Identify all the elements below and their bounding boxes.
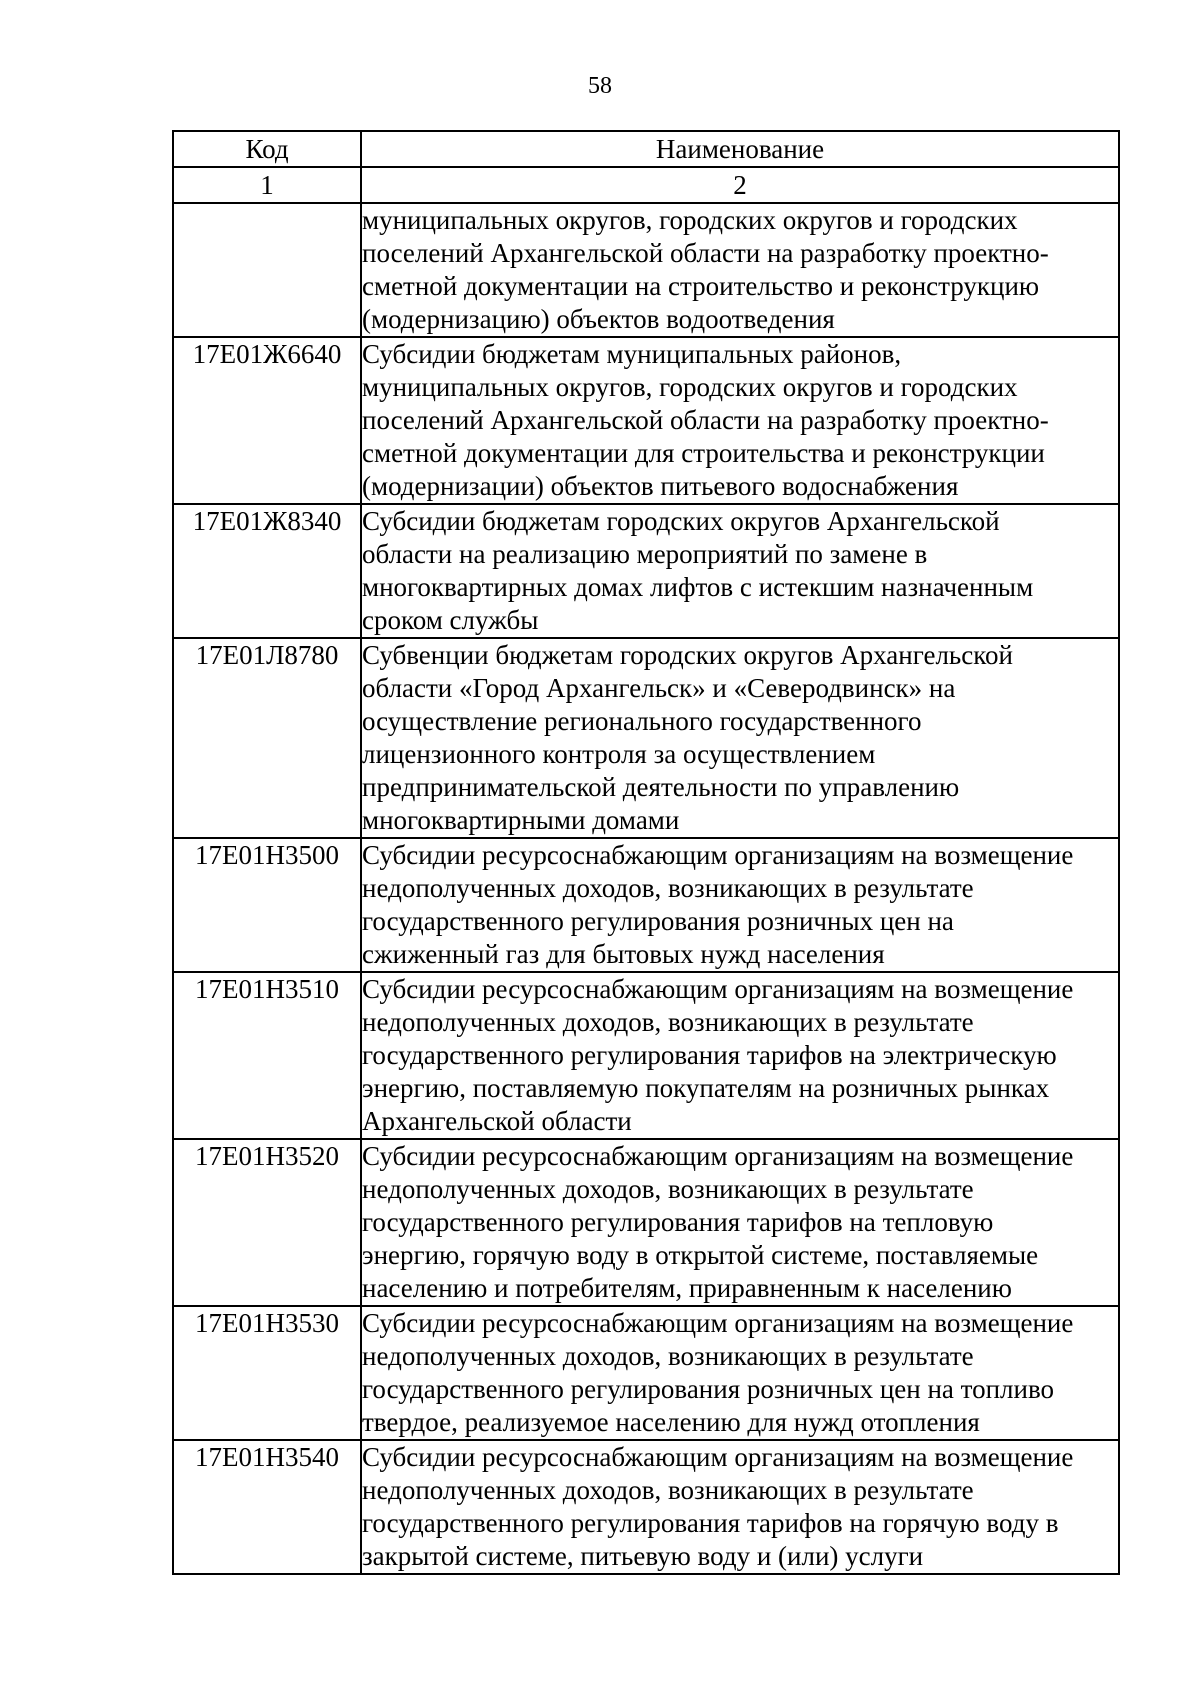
row-name [361, 638, 1119, 838]
row-name-line: твердое, реализуемое населению для нужд отопления [362, 1407, 980, 1437]
row-name-line: недополученных доходов, возникающих в результате [362, 1174, 974, 1204]
row-code: 17Е01Н3520 [173, 1139, 361, 1306]
row-name-line: лицензионного контроля за осуществлением [362, 739, 876, 769]
row-name-line: недополученных доходов, возникающих в результате [362, 1341, 974, 1371]
row-name-line: области «Город Архангельск» и «Северодвинск» на [362, 673, 956, 703]
row-name [361, 337, 1119, 504]
row-name-line: Субсидии ресурсоснабжающим организациям на возмещение [362, 1141, 1074, 1171]
table-column-numbers-row [173, 167, 1119, 203]
header-code: Код [173, 131, 361, 167]
row-name-line: Субсидии ресурсоснабжающим организациям на возмещение [362, 1442, 1074, 1472]
table-row [173, 337, 1119, 504]
table-row [173, 203, 1119, 337]
row-name-line: населению и потребителям, приравненным к населению [362, 1273, 1012, 1303]
row-name-line: сметной документации для строительства и реконструкции [362, 438, 1045, 468]
row-name-line: (модернизацию) объектов водоотведения [362, 304, 835, 334]
row-name-line: закрытой системе, питьевую воду и (или) услуги [362, 1541, 924, 1571]
row-code [173, 203, 361, 337]
row-name-line: муниципальных округов, городских округов и городских [362, 205, 1018, 235]
row-name-line: недополученных доходов, возникающих в результате [362, 1007, 974, 1037]
row-name-line: области на реализацию мероприятий по замене в [362, 539, 928, 569]
row-code: 17Е01Н3510 [173, 972, 361, 1139]
header-name: Наименование [361, 131, 1119, 167]
row-name [361, 1139, 1119, 1306]
row-name [361, 1440, 1119, 1574]
row-name-line: Субсидии ресурсоснабжающим организациям на возмещение [362, 974, 1074, 1004]
row-code: 17Е01Ж8340 [173, 504, 361, 638]
row-name-line: Субсидии бюджетам муниципальных районов, [362, 339, 902, 369]
row-name-line: энергию, горячую воду в открытой системе, поставляемые [362, 1240, 1039, 1270]
row-name-line: предпринимательской деятельности по управлению [362, 772, 960, 802]
table-header-row [173, 131, 1119, 167]
table-row [173, 638, 1119, 838]
row-name-line: государственного регулирования тарифов на электрическую [362, 1040, 1057, 1070]
row-name-line: многоквартирными домами [362, 805, 680, 835]
row-name-line: Субсидии ресурсоснабжающим организациям на возмещение [362, 1308, 1074, 1338]
row-name-line: государственного регулирования розничных цен на [362, 906, 954, 936]
row-name-line: энергию, поставляемую покупателям на розничных рынках [362, 1073, 1050, 1103]
header-number-name: 2 [361, 167, 1119, 203]
header-number-code: 1 [173, 167, 361, 203]
row-name-line: государственного регулирования тарифов на тепловую [362, 1207, 994, 1237]
table-row [173, 504, 1119, 638]
table-row [173, 972, 1119, 1139]
row-name-line: Субсидии бюджетам городских округов Архангельской [362, 506, 1000, 536]
row-name-line: недополученных доходов, возникающих в результате [362, 1475, 974, 1505]
row-name-line: Архангельской области [362, 1106, 632, 1136]
row-code: 17Е01Н3530 [173, 1306, 361, 1440]
table-row [173, 1440, 1119, 1574]
row-name [361, 972, 1119, 1139]
row-name [361, 203, 1119, 337]
row-name-line: (модернизации) объектов питьевого водоснабжения [362, 471, 959, 501]
row-name-line: Субсидии ресурсоснабжающим организациям на возмещение [362, 840, 1074, 870]
row-name [361, 504, 1119, 638]
row-name-line: сметной документации на строительство и реконструкцию [362, 271, 1040, 301]
row-name-line: поселений Архангельской области на разработку проектно- [362, 405, 1049, 435]
row-name-line: Субвенции бюджетам городских округов Архангельской [362, 640, 1013, 670]
row-name-line: недополученных доходов, возникающих в результате [362, 873, 974, 903]
table-row [173, 838, 1119, 972]
table-row [173, 1306, 1119, 1440]
row-code: 17Е01Н3500 [173, 838, 361, 972]
row-name-line: муниципальных округов, городских округов и городских [362, 372, 1018, 402]
row-name-line: осуществление регионального государственного [362, 706, 922, 736]
row-name-line: поселений Архангельской области на разработку проектно- [362, 238, 1049, 268]
table-row [173, 1139, 1119, 1306]
budget-code-table [172, 130, 1120, 1575]
row-code: 17Е01Л8780 [173, 638, 361, 838]
row-name-line: сжиженный газ для бытовых нужд населения [362, 939, 885, 969]
row-code: 17Е01Н3540 [173, 1440, 361, 1574]
row-name [361, 1306, 1119, 1440]
table-body [173, 203, 1119, 1574]
row-name-line: сроком службы [362, 605, 539, 635]
row-name-line: государственного регулирования розничных цен на топливо [362, 1374, 1055, 1404]
row-name [361, 838, 1119, 972]
page-number: 58 [588, 73, 612, 99]
row-name-line: государственного регулирования тарифов на горячую воду в [362, 1508, 1059, 1538]
row-name-line: многоквартирных домах лифтов с истекшим назначенным [362, 572, 1034, 602]
row-code: 17Е01Ж6640 [173, 337, 361, 504]
